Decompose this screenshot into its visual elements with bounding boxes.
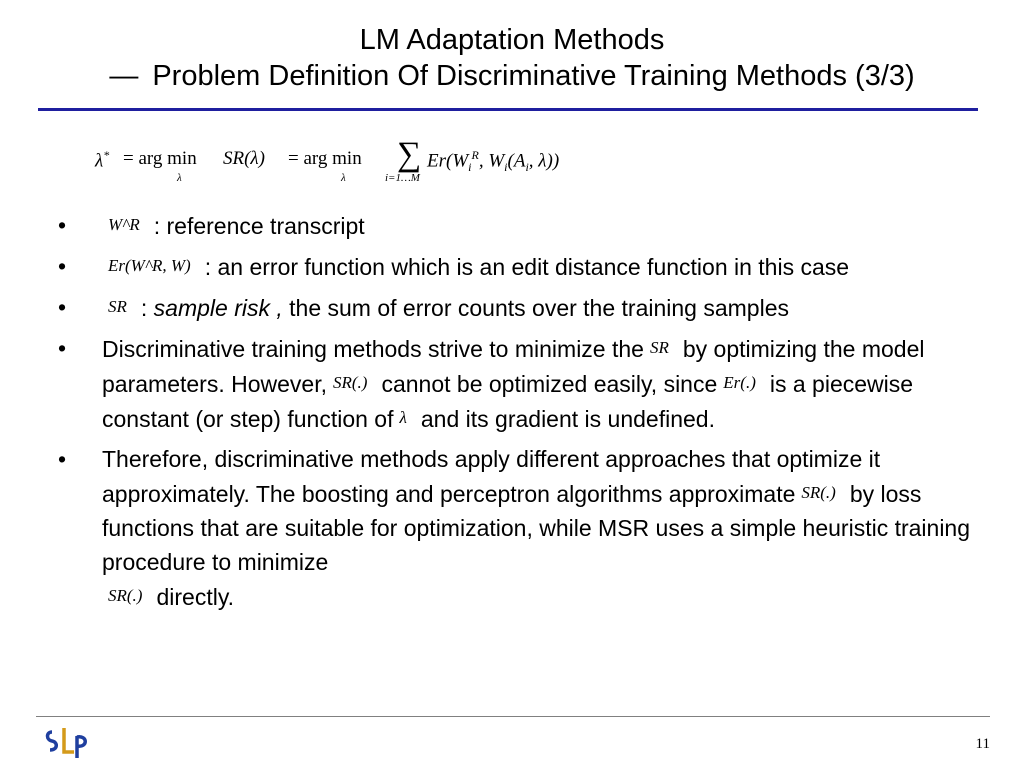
eq-argmin-1: = arg min: [123, 148, 197, 169]
bullet-text: : reference transcript: [153, 213, 365, 239]
error-function-symbol: Er(W^R, W): [108, 256, 191, 275]
eq-sum-range: i=1…M: [385, 172, 420, 184]
bullet-text: directly.: [156, 584, 235, 610]
footer-rule: [36, 716, 990, 717]
bullet-dot: •: [58, 294, 67, 320]
sample-risk-symbol: SR: [108, 297, 127, 316]
bullet-text: Therefore, discriminative methods apply different approaches that optimize it approximately. The boosting and perceptron algorithms approximate: [102, 446, 881, 507]
bullet-approximation-approaches: [58, 442, 978, 614]
slide-title: [0, 22, 1024, 94]
eq-sum-symbol: ∑: [397, 136, 422, 173]
eq-argmin-2: = arg min: [288, 148, 362, 169]
title-line-2: [0, 58, 1024, 94]
bullet-text: Discriminative training methods strive to minimize the: [102, 336, 644, 362]
bullet-text: the sum of error counts over the training samples: [289, 295, 790, 321]
bullet-text: and its gradient is undefined.: [420, 406, 715, 432]
slp-logo-icon: [44, 722, 96, 762]
lambda-symbol: λ: [399, 408, 407, 427]
eq-sample-risk: SR(λ): [223, 148, 265, 169]
bullet-dot: •: [58, 253, 67, 279]
eq-argmin-1-sub: λ: [177, 172, 182, 184]
sample-risk-term: sample risk ,: [153, 295, 283, 321]
bullet-colon: :: [140, 295, 148, 321]
bullet-sample-risk: [58, 290, 978, 325]
eq-lhs: λ*: [95, 148, 110, 172]
reference-transcript-symbol: W^R: [108, 215, 140, 234]
bullet-text: is a piecewise constant (or step) function of: [102, 371, 914, 432]
page-number: 11: [975, 736, 990, 752]
er-function-symbol: Er(.): [723, 373, 756, 392]
bullet-text: : an error function which is an edit distance function in this case: [204, 254, 850, 280]
bullet-text: cannot be optimized easily, since: [381, 371, 718, 397]
bullet-dot: •: [58, 446, 67, 472]
bullet-dot: •: [58, 212, 67, 238]
bullet-dot: •: [58, 335, 67, 361]
title-line-1: LM Adaptation Methods: [359, 24, 665, 56]
title-rule: [38, 108, 978, 111]
bullet-error-function: [58, 249, 978, 284]
title-dash: ―: [109, 60, 139, 92]
objective-equation: [95, 136, 655, 190]
eq-error-term: $Er(W_i^R$, $W_i(A_i$, λ)): [427, 148, 560, 175]
bullet-reference-transcript: [58, 208, 978, 243]
bullet-list: [58, 208, 978, 620]
sr-function-symbol: SR(.): [108, 586, 143, 605]
sr-symbol: SR: [649, 338, 669, 357]
title-subtitle: Problem Definition Of Discriminative Training Methods (3/3): [152, 60, 915, 92]
bullet-optimization-difficulty: [58, 331, 978, 436]
eq-argmin-2-sub: λ: [341, 172, 346, 184]
bullet-text: by optimizing the model parameters. However,: [102, 336, 925, 397]
sr-function-symbol: SR(.): [801, 483, 836, 502]
sr-function-symbol: SR(.): [332, 373, 368, 392]
bullet-text: by loss functions that are suitable for optimization, while MSR uses a simple heuristic training procedure to minimize: [102, 481, 971, 575]
